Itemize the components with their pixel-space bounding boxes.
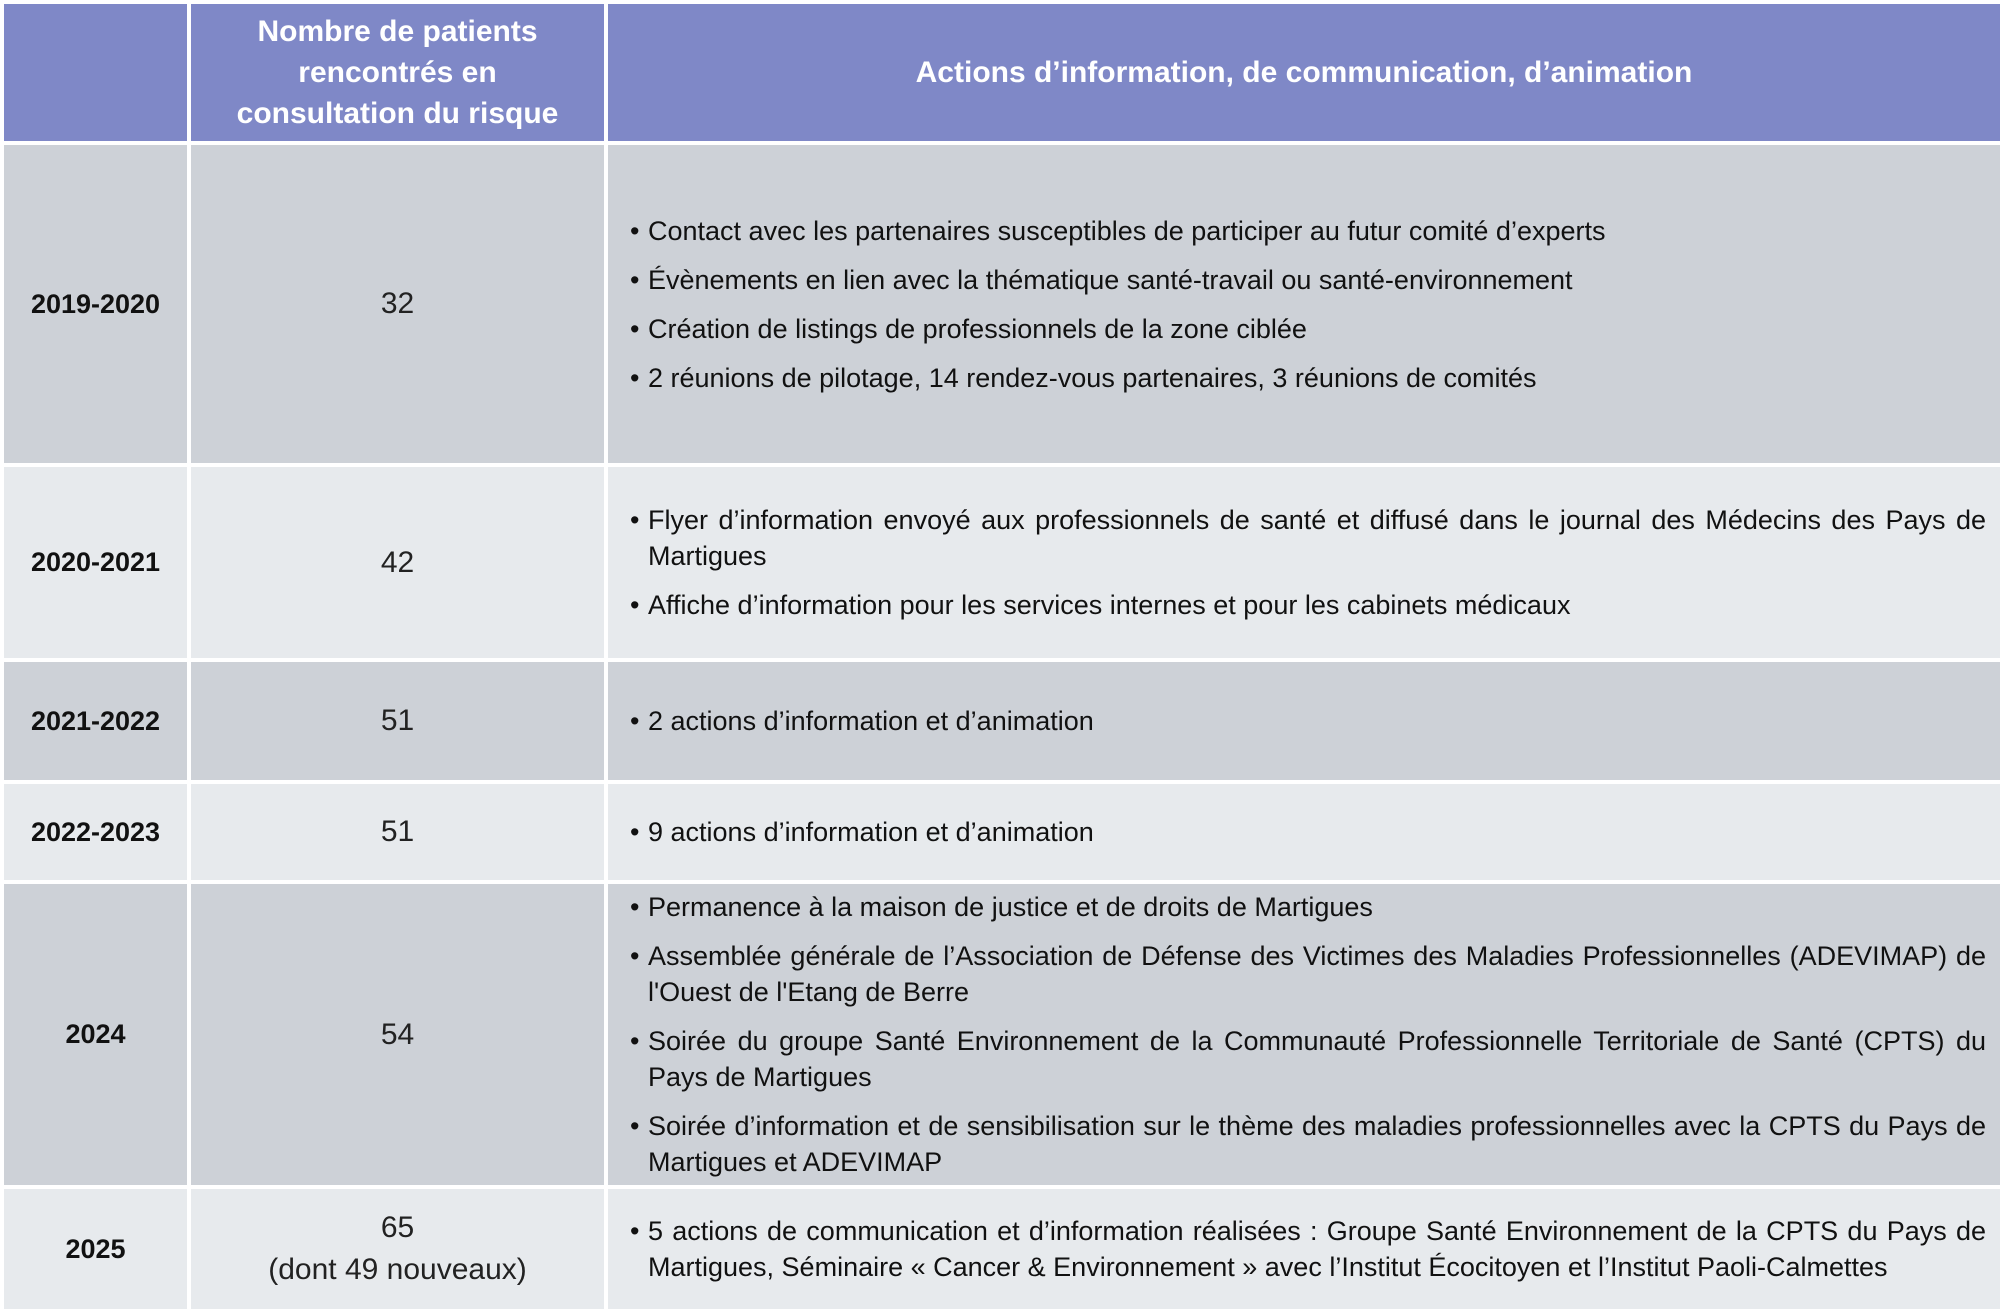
bullet-icon: • xyxy=(630,505,640,535)
actions-cell xyxy=(606,143,2000,465)
action-text: Permanence à la maison de justice et de droits de Martigues xyxy=(648,892,1373,922)
action-text: Assemblée générale de l’Association de Défense des Victimes des Maladies Professionnelles (ADEVIMAP) de l'Ouest de l'Etang de Berre xyxy=(648,941,1986,1007)
actions-list xyxy=(630,1213,1986,1285)
actions-cell xyxy=(606,882,2000,1187)
action-text: 9 actions d’information et d’animation xyxy=(648,817,1094,847)
actions-list xyxy=(630,889,1986,1180)
table-row xyxy=(2,143,2000,465)
year-cell: 2020-2021 xyxy=(2,465,189,660)
list-item xyxy=(630,587,1986,623)
actions-cell xyxy=(606,465,2000,660)
bullet-icon: • xyxy=(630,706,640,736)
count-note: (dont 49 nouveaux) xyxy=(268,1253,527,1286)
table-row xyxy=(2,1187,2000,1311)
action-text: 5 actions de communication et d’information réalisées : Groupe Santé Environnement de la CPTS du Pays de Martigues, Séminaire « Cancer & Environnement » avec l’Institut Écocitoyen et l’Institut Paoli-Calmettes xyxy=(648,1216,1986,1282)
count-cell: 32 xyxy=(189,143,606,465)
bullet-icon: • xyxy=(630,264,640,295)
action-text: Évènements en lien avec la thématique santé-travail ou santé-environnement xyxy=(648,264,1573,295)
list-item xyxy=(630,1213,1986,1285)
table-row xyxy=(2,660,2000,782)
bullet-icon: • xyxy=(630,1216,640,1246)
count-cell: 42 xyxy=(189,465,606,660)
list-item xyxy=(630,213,1986,249)
list-item xyxy=(630,311,1986,347)
header-year xyxy=(2,2,189,143)
year-cell: 2024 xyxy=(2,882,189,1187)
list-item xyxy=(630,1023,1986,1095)
action-text: 2 actions d’information et d’animation xyxy=(648,706,1094,736)
year-cell: 2021-2022 xyxy=(2,660,189,782)
action-text: Création de listings de professionnels de la zone ciblée xyxy=(648,313,1307,344)
action-text: Contact avec les partenaires susceptibles de participer au futur comité d’experts xyxy=(648,215,1606,246)
header-patients: Nombre de patients rencontrés en consultation du risque xyxy=(189,2,606,143)
actions-cell xyxy=(606,1187,2000,1311)
count-cell: 51 xyxy=(189,660,606,782)
action-text: Soirée du groupe Santé Environnement de la Communauté Professionnelle Territoriale de Santé (CPTS) du Pays de Martigues xyxy=(648,1026,1986,1092)
count-cell: 51 xyxy=(189,782,606,882)
bullet-icon: • xyxy=(630,215,640,246)
actions-list xyxy=(630,814,1986,850)
year-cell: 2019-2020 xyxy=(2,143,189,465)
table-body xyxy=(2,143,2000,1311)
action-text: 2 réunions de pilotage, 14 rendez-vous partenaires, 3 réunions de comités xyxy=(648,362,1537,393)
year-cell: 2022-2023 xyxy=(2,782,189,882)
count-cell: 54 xyxy=(189,882,606,1187)
list-item xyxy=(630,703,1986,739)
actions-list xyxy=(630,502,1986,623)
count-value: 65 xyxy=(380,1211,415,1244)
action-text: Affiche d’information pour les services internes et pour les cabinets médicaux xyxy=(648,590,1571,620)
table-row xyxy=(2,882,2000,1187)
list-item xyxy=(630,814,1986,850)
bullet-icon: • xyxy=(630,590,640,620)
table-header xyxy=(2,2,2000,143)
actions-cell xyxy=(606,660,2000,782)
actions-cell xyxy=(606,782,2000,882)
header-actions: Actions d’information, de communication, d’animation xyxy=(606,2,2000,143)
list-item xyxy=(630,360,1986,396)
actions-list xyxy=(630,703,1986,739)
list-item xyxy=(630,938,1986,1010)
actions-list xyxy=(630,213,1986,396)
year-cell: 2025 xyxy=(2,1187,189,1311)
table-row xyxy=(2,465,2000,660)
bullet-icon: • xyxy=(630,313,640,344)
list-item xyxy=(630,1108,1986,1180)
bullet-icon: • xyxy=(630,941,640,971)
action-text: Flyer d’information envoyé aux professionnels de santé et diffusé dans le journal des Médecins des Pays de Martigues xyxy=(648,505,1986,571)
bullet-icon: • xyxy=(630,362,640,393)
count-cell xyxy=(189,1187,606,1311)
table-row xyxy=(2,782,2000,882)
bullet-icon: • xyxy=(630,1026,640,1056)
bullet-icon: • xyxy=(630,817,640,847)
action-text: Soirée d’information et de sensibilisation sur le thème des maladies professionnelles avec la CPTS du Pays de Martigues et ADEVIMAP xyxy=(648,1111,1986,1177)
list-item xyxy=(630,262,1986,298)
bullet-icon: • xyxy=(630,892,640,922)
list-item xyxy=(630,889,1986,925)
header-row xyxy=(2,2,2000,143)
list-item xyxy=(630,502,1986,574)
bullet-icon: • xyxy=(630,1111,640,1141)
